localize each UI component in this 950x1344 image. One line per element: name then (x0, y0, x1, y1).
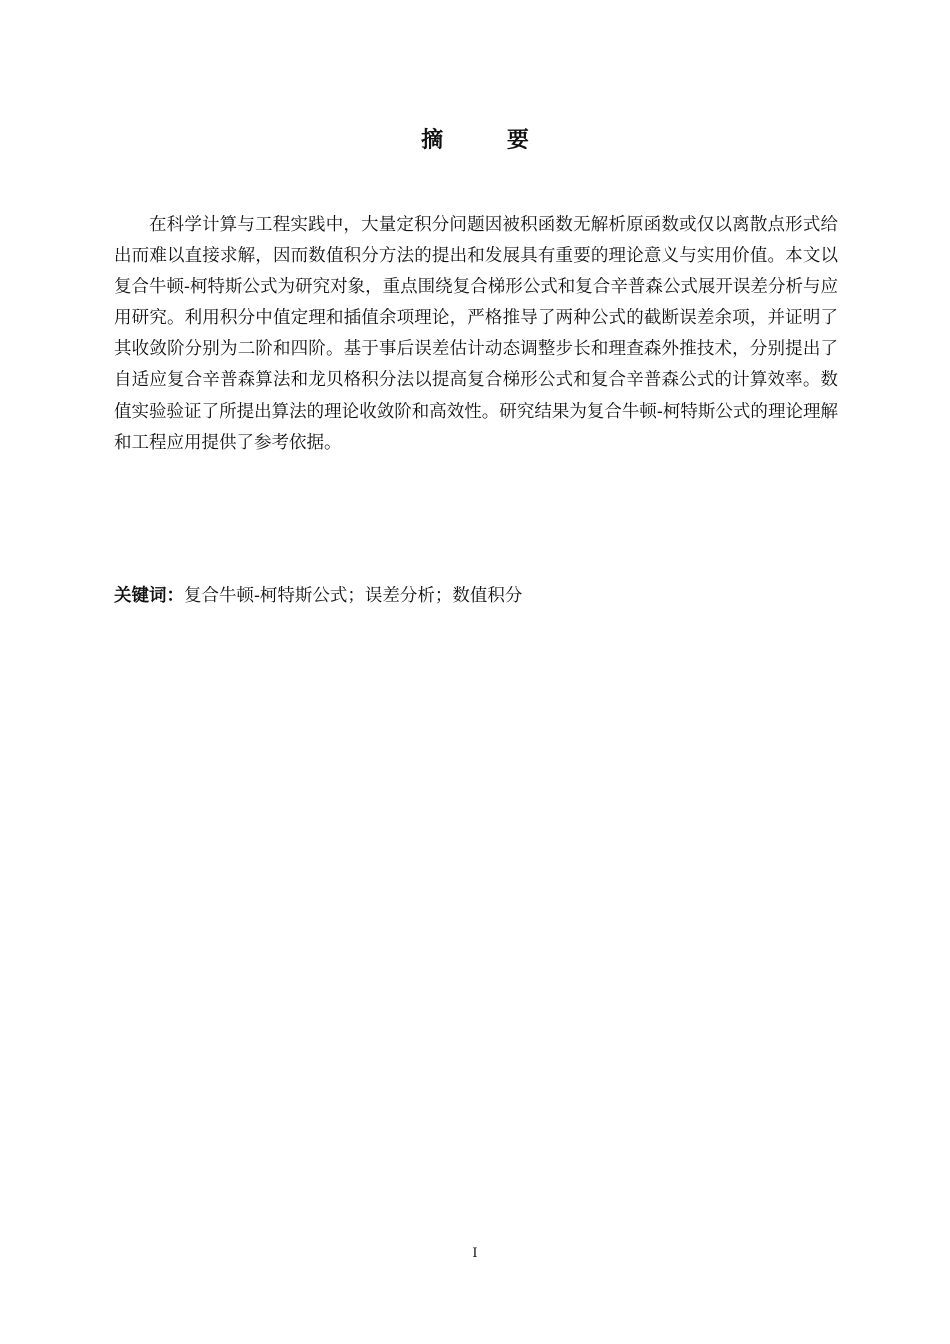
abstract-paragraph: 在科学计算与工程实践中，大量定积分问题因被积函数无解析原函数或仅以离散点形式给出而难以直接求解，因而数值积分方法的提出和发展具有重要的理论意义与实用价值。本文以复合牛顿-柯特斯公式为研究对象，重点围绕复合梯形公式和复合辛普森公式展开误差分析与应用研究。利用积分中值定理和插值余项理论，严格推导了两种公式的截断误差余项，并证明了其收敛阶分别为二阶和四阶。基于事后误差估计动态调整步长和理查森外推技术，分别提出了自适应复合辛普森算法和龙贝格积分法以提高复合梯形公式和复合辛普森公式的计算效率。数值实验验证了所提出算法的理论收敛阶和高效性。研究结果为复合牛顿-柯特斯公式的理论理解和工程应用提供了参考依据。 (114, 215, 838, 453)
keywords-label: 关键词： (114, 586, 184, 606)
keywords-line (114, 581, 838, 612)
keywords-text: 复合牛顿-柯特斯公式；误差分析；数值积分 (184, 586, 523, 606)
abstract-title: 摘 要 (421, 127, 557, 153)
page-number: I (472, 1246, 478, 1261)
